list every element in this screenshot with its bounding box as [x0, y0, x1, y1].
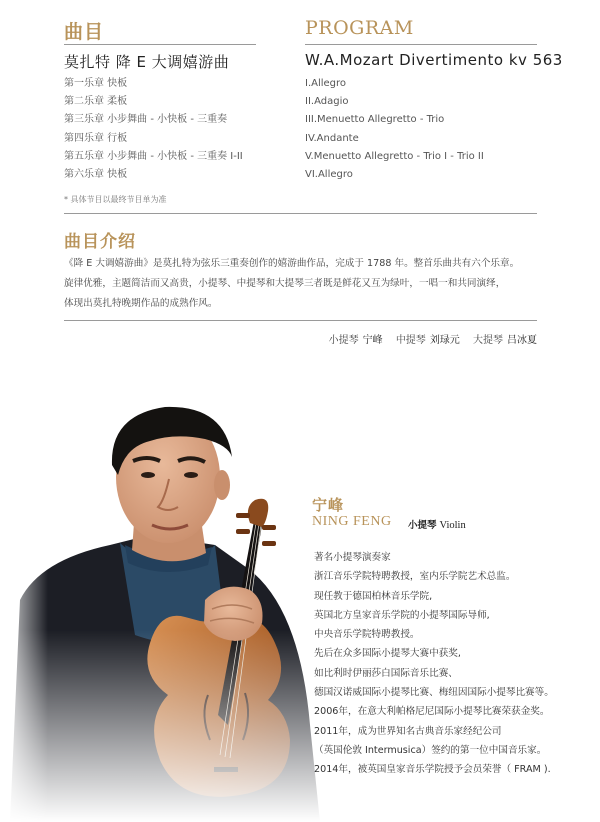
role-cn: 小提琴 — [408, 520, 437, 531]
program-cn-rule — [64, 44, 256, 45]
program-note: * 具体节目以最终节目单为准 — [64, 195, 167, 204]
artist-role — [408, 517, 466, 531]
movement-item: III.Menuetto Allegretto - Trio — [305, 114, 445, 126]
credit-name: 吕冰夏 — [507, 335, 537, 346]
movement-item: II.Adagio — [305, 96, 349, 108]
work-title-cn: 莫扎特 降 E 大调嬉游曲 — [64, 53, 230, 71]
bio-line: 2011年，成为世界知名古典音乐家经纪公司 — [314, 725, 502, 737]
intro-heading: 曲目介绍 — [64, 232, 136, 252]
bio-line: 德国汉诺威国际小提琴比赛、梅纽因国际小提琴比赛等。 — [314, 687, 554, 699]
artist-name-en: NING FENG — [312, 514, 392, 529]
movement-item: 第六乐章 快板 — [64, 168, 128, 180]
movement-list-cn — [64, 75, 243, 184]
credit-name: 宁峰 — [362, 335, 383, 346]
role-en: Violin — [439, 520, 466, 531]
bio-line: （英国伦敦 Intermusica）签约的第一位中国音乐家。 — [314, 744, 547, 756]
intro-text — [64, 254, 544, 314]
artist-name-cn: 宁峰 — [312, 496, 345, 514]
bio-line: 现任教于德国柏林音乐学院, — [314, 590, 433, 602]
bio-line: 中央音乐学院特聘教授。 — [314, 629, 420, 641]
artist-bio — [314, 548, 554, 780]
credit-instrument: 小提琴 — [328, 335, 359, 346]
intro-line: 旋律优雅，主题简洁而又高贵，小提琴、中提琴和大提琴三者既是鲜花又互为绿叶，一唱一和共同演绎， — [64, 278, 506, 289]
movement-item: IV.Andante — [305, 132, 359, 144]
credit-name: 刘琭元 — [429, 335, 460, 346]
bio-line: 著名小提琴演奏家 — [314, 552, 391, 563]
program-heading-cn: 曲目 — [64, 21, 105, 43]
program-heading-en: PROGRAM — [305, 17, 414, 39]
movement-item: VI.Allegro — [305, 168, 353, 180]
work-title-en: W.A.Mozart Divertimento kv 563 — [305, 51, 563, 69]
movement-item: I.Allegro — [305, 78, 347, 89]
movement-item: 第二乐章 柔板 — [64, 96, 128, 108]
bio-line: 先后在众多国际小提琴大赛中获奖, — [314, 648, 461, 660]
bio-line: 2006年，在意大利帕格尼尼国际小提琴比赛荣获金奖。 — [314, 706, 550, 718]
bio-line: 英国北方皇家音乐学院的小提琴国际导师, — [314, 609, 490, 621]
credit-instrument: 中提琴 — [395, 335, 426, 346]
movement-item: V.Menuetto Allegretto - Trio I - Trio II — [305, 150, 484, 162]
intro-line: 体现出莫扎特晚期作品的成熟作风。 — [64, 298, 218, 309]
movement-item: 第四乐章 行板 — [64, 132, 128, 144]
bio-line: 2014年，被英国皇家音乐学院授予会员荣誉（ FRAM ). — [314, 764, 551, 776]
bio-line: 浙江音乐学院特聘教授，室内乐学院艺术总监。 — [314, 571, 516, 583]
bio-line: 如比利时伊丽莎白国际音乐比赛、 — [314, 667, 458, 679]
program-en-rule — [305, 44, 537, 45]
intro-line: 《降 E 大调嬉游曲》是莫扎特为弦乐三重奏创作的嬉游曲作品，完成于 1788 年。整首乐曲共有六个乐章。 — [64, 258, 520, 269]
movement-list-en — [305, 75, 484, 184]
section-divider — [64, 213, 537, 214]
credit-instrument: 大提琴 — [473, 335, 503, 346]
performer-credits — [329, 331, 537, 346]
intro-divider — [64, 320, 537, 321]
movement-item: 第五乐章 小步舞曲 - 小快板 - 三重奏 I-II — [64, 150, 243, 162]
movement-item: 第一乐章 快板 — [64, 78, 128, 89]
movement-item: 第三乐章 小步舞曲 - 小快板 - 三重奏 — [64, 114, 228, 126]
